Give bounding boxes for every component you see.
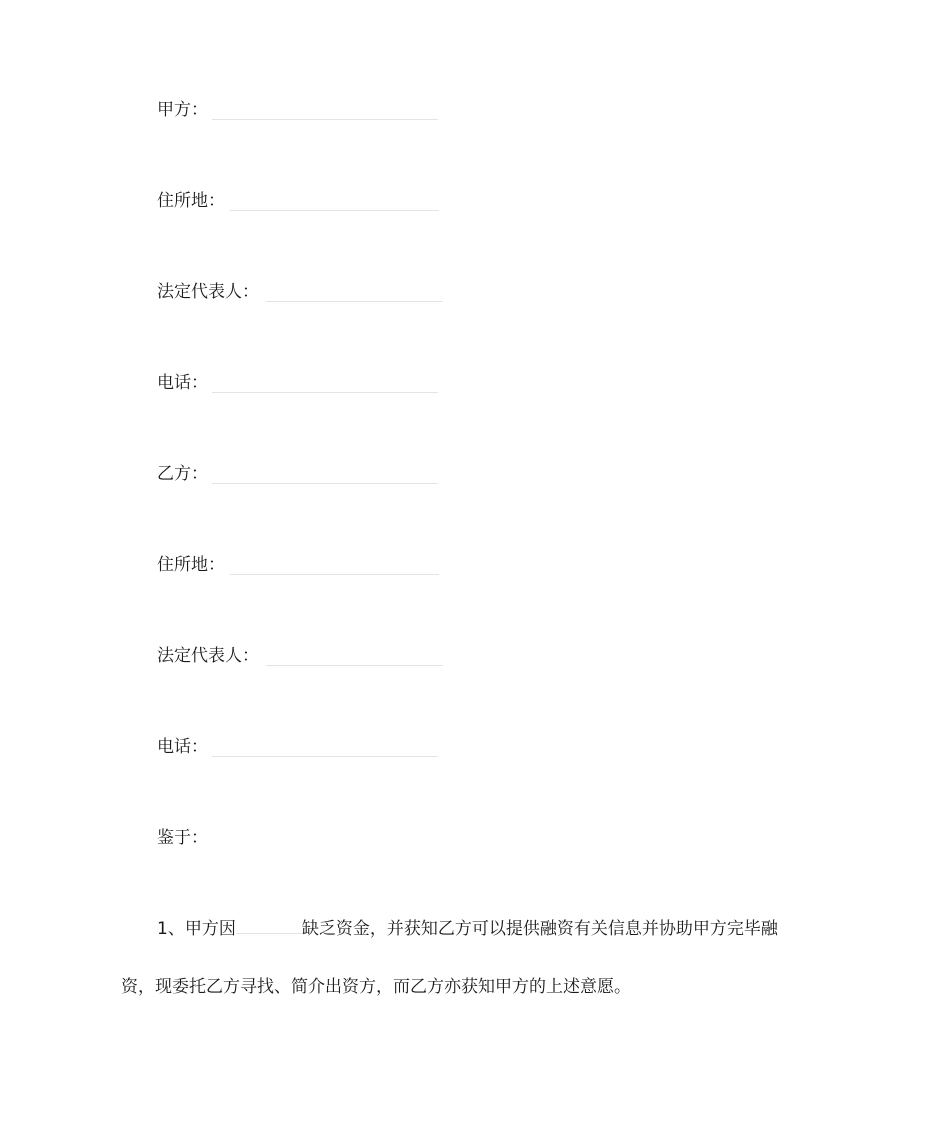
party-a-phone-label: 电话：: [157, 373, 208, 393]
party-b-address-row: [157, 552, 225, 578]
party-a-phone-blank[interactable]: [212, 392, 438, 393]
party-a-representative-row: [157, 279, 259, 305]
party-b-phone-row: [157, 734, 208, 760]
party-a-representative-label: 法定代表人：: [157, 282, 259, 302]
party-b-representative-row: [157, 643, 259, 669]
party-a-address-row: [157, 188, 225, 214]
party-a-phone-row: [157, 370, 208, 396]
party-b-address-blank[interactable]: [230, 574, 439, 575]
party-b-phone-blank[interactable]: [212, 756, 438, 757]
clause-1-reason-blank[interactable]: [236, 917, 302, 934]
party-a-row: [157, 97, 208, 123]
clause-1-line-2: 资，现委托乙方寻找、简介出资方，而乙方亦获知甲方的上述意愿。: [121, 977, 631, 997]
clause-1-prefix: 1、甲方因: [157, 919, 236, 939]
whereas-heading: 鉴于：: [157, 828, 208, 848]
party-b-representative-blank[interactable]: [266, 665, 443, 666]
party-b-label: 乙方：: [157, 464, 208, 484]
party-a-label: 甲方：: [157, 100, 208, 120]
party-a-representative-blank[interactable]: [266, 301, 443, 302]
party-b-representative-label: 法定代表人：: [157, 646, 259, 666]
party-a-blank[interactable]: [212, 119, 438, 120]
clause-1-line-1: [157, 916, 778, 942]
clause-1-text: 缺乏资金，并获知乙方可以提供融资有关信息并协助甲方完毕融: [301, 919, 778, 939]
party-a-address-blank[interactable]: [230, 210, 439, 211]
party-b-row: [157, 461, 208, 487]
party-a-address-label: 住所地：: [157, 191, 225, 211]
party-b-phone-label: 电话：: [157, 737, 208, 757]
party-b-blank[interactable]: [212, 483, 438, 484]
party-b-address-label: 住所地：: [157, 555, 225, 575]
